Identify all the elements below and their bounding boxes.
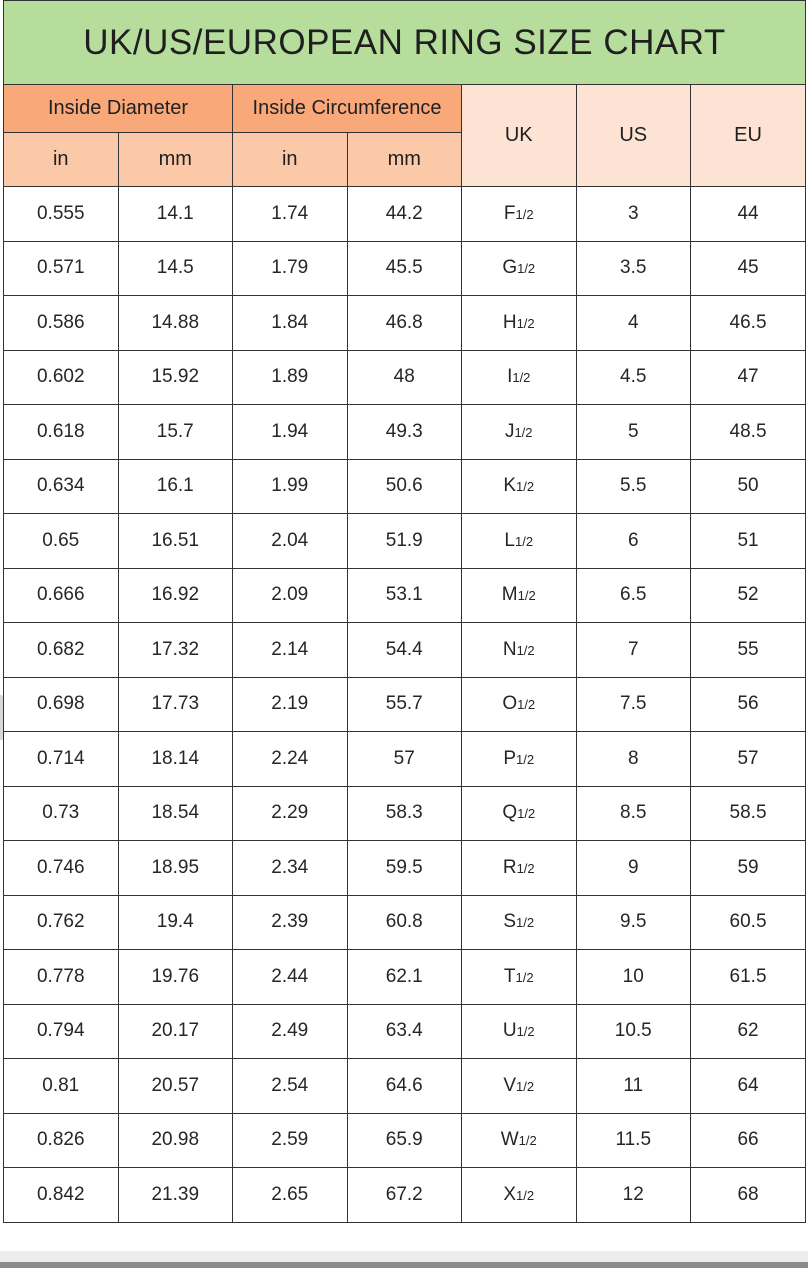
uk-size-fraction: 1/2: [517, 588, 536, 604]
bottom-scrollbar-area: [0, 1251, 808, 1268]
uk-size-cell: [462, 732, 577, 787]
table-row: [4, 1113, 806, 1168]
header-us: US: [576, 85, 691, 187]
circumference-mm-cell: 53.1: [347, 568, 462, 623]
circumference-in-cell: 1.99: [233, 459, 348, 514]
uk-size-cell: [462, 187, 577, 242]
uk-size-letter: N: [502, 638, 517, 660]
eu-size-cell: 47: [691, 350, 806, 405]
uk-size-letter: H: [502, 311, 517, 333]
diameter-in-cell: 0.65: [4, 514, 119, 569]
ring-size-table: [3, 0, 806, 1223]
uk-size-fraction: 1/2: [516, 1024, 535, 1040]
circumference-mm-cell: 57: [347, 732, 462, 787]
diameter-mm-cell: 20.98: [118, 1113, 233, 1168]
us-size-cell: 10.5: [576, 1004, 691, 1059]
uk-size-cell: [462, 350, 577, 405]
table-row: [4, 187, 806, 242]
header-diameter-mm: mm: [118, 133, 233, 187]
header-circumference-in: in: [233, 133, 348, 187]
us-size-cell: 9: [576, 841, 691, 896]
uk-size-letter: X: [503, 1183, 517, 1205]
uk-size-cell: [462, 241, 577, 296]
us-size-cell: 4.5: [576, 350, 691, 405]
diameter-in-cell: 0.666: [4, 568, 119, 623]
diameter-mm-cell: 19.4: [118, 895, 233, 950]
uk-size-fraction: 1/2: [515, 969, 534, 985]
table-row: [4, 677, 806, 732]
eu-size-cell: 48.5: [691, 405, 806, 460]
uk-size-letter: K: [503, 475, 517, 497]
circumference-in-cell: 2.04: [233, 514, 348, 569]
table-row: [4, 732, 806, 787]
uk-size-letter: V: [503, 1074, 517, 1096]
uk-size-letter: R: [502, 856, 517, 878]
diameter-mm-cell: 14.1: [118, 187, 233, 242]
diameter-mm-cell: 15.92: [118, 350, 233, 405]
us-size-cell: 9.5: [576, 895, 691, 950]
circumference-mm-cell: 49.3: [347, 405, 462, 460]
eu-size-cell: 57: [691, 732, 806, 787]
uk-size-fraction: 1/2: [516, 315, 535, 331]
header-group-row: [4, 85, 806, 133]
uk-size-fraction: 1/2: [517, 697, 536, 713]
table-row: [4, 459, 806, 514]
eu-size-cell: 60.5: [691, 895, 806, 950]
diameter-mm-cell: 15.7: [118, 405, 233, 460]
uk-size-letter: G: [502, 257, 518, 279]
uk-size-fraction: 1/2: [516, 479, 535, 495]
us-size-cell: 7: [576, 623, 691, 678]
circumference-in-cell: 2.29: [233, 786, 348, 841]
us-size-cell: 6.5: [576, 568, 691, 623]
uk-size-fraction: 1/2: [515, 206, 534, 222]
diameter-mm-cell: 20.57: [118, 1059, 233, 1114]
circumference-mm-cell: 55.7: [347, 677, 462, 732]
circumference-mm-cell: 51.9: [347, 514, 462, 569]
diameter-mm-cell: 19.76: [118, 950, 233, 1005]
uk-size-fraction: 1/2: [516, 1078, 535, 1094]
eu-size-cell: 46.5: [691, 296, 806, 351]
table-row: [4, 405, 806, 460]
eu-size-cell: 50: [691, 459, 806, 514]
circumference-in-cell: 1.94: [233, 405, 348, 460]
uk-size-cell: [462, 1004, 577, 1059]
circumference-in-cell: 2.44: [233, 950, 348, 1005]
circumference-mm-cell: 44.2: [347, 187, 462, 242]
us-size-cell: 12: [576, 1168, 691, 1223]
uk-size-cell: [462, 514, 577, 569]
diameter-mm-cell: 14.88: [118, 296, 233, 351]
table-row: [4, 350, 806, 405]
uk-size-fraction: 1/2: [516, 751, 535, 767]
circumference-in-cell: 1.79: [233, 241, 348, 296]
eu-size-cell: 56: [691, 677, 806, 732]
circumference-in-cell: 2.34: [233, 841, 348, 896]
uk-size-fraction: 1/2: [514, 424, 533, 440]
circumference-in-cell: 2.39: [233, 895, 348, 950]
uk-size-cell: [462, 1168, 577, 1223]
uk-size-letter: T: [503, 965, 516, 987]
header-eu: EU: [691, 85, 806, 187]
uk-size-letter: F: [503, 202, 516, 224]
header-diameter-in: in: [4, 133, 119, 187]
diameter-mm-cell: 16.1: [118, 459, 233, 514]
uk-size-cell: [462, 786, 577, 841]
circumference-mm-cell: 63.4: [347, 1004, 462, 1059]
chart-title: UK/US/EUROPEAN RING SIZE CHART: [4, 1, 806, 85]
diameter-mm-cell: 21.39: [118, 1168, 233, 1223]
uk-size-cell: [462, 459, 577, 514]
diameter-in-cell: 0.778: [4, 950, 119, 1005]
circumference-mm-cell: 58.3: [347, 786, 462, 841]
circumference-mm-cell: 64.6: [347, 1059, 462, 1114]
diameter-in-cell: 0.682: [4, 623, 119, 678]
eu-size-cell: 44: [691, 187, 806, 242]
circumference-mm-cell: 45.5: [347, 241, 462, 296]
diameter-mm-cell: 18.54: [118, 786, 233, 841]
circumference-mm-cell: 54.4: [347, 623, 462, 678]
uk-size-cell: [462, 568, 577, 623]
uk-size-letter: J: [504, 420, 515, 442]
us-size-cell: 3: [576, 187, 691, 242]
uk-size-cell: [462, 1113, 577, 1168]
diameter-in-cell: 0.73: [4, 786, 119, 841]
diameter-mm-cell: 18.14: [118, 732, 233, 787]
circumference-mm-cell: 62.1: [347, 950, 462, 1005]
uk-size-fraction: 1/2: [515, 533, 534, 549]
eu-size-cell: 51: [691, 514, 806, 569]
diameter-in-cell: 0.698: [4, 677, 119, 732]
table-row: [4, 514, 806, 569]
eu-size-cell: 66: [691, 1113, 806, 1168]
circumference-in-cell: 2.65: [233, 1168, 348, 1223]
circumference-in-cell: 2.09: [233, 568, 348, 623]
uk-size-letter: M: [501, 584, 518, 606]
circumference-in-cell: 1.84: [233, 296, 348, 351]
table-row: [4, 1059, 806, 1114]
circumference-in-cell: 2.59: [233, 1113, 348, 1168]
uk-size-cell: [462, 405, 577, 460]
us-size-cell: 5: [576, 405, 691, 460]
uk-size-fraction: 1/2: [516, 642, 535, 658]
uk-size-fraction: 1/2: [512, 370, 531, 386]
eu-size-cell: 62: [691, 1004, 806, 1059]
diameter-in-cell: 0.826: [4, 1113, 119, 1168]
diameter-in-cell: 0.746: [4, 841, 119, 896]
diameter-in-cell: 0.571: [4, 241, 119, 296]
uk-size-letter: I: [507, 366, 513, 388]
us-size-cell: 8.5: [576, 786, 691, 841]
uk-size-letter: U: [502, 1020, 517, 1042]
eu-size-cell: 45: [691, 241, 806, 296]
circumference-in-cell: 2.19: [233, 677, 348, 732]
us-size-cell: 11.5: [576, 1113, 691, 1168]
us-size-cell: 3.5: [576, 241, 691, 296]
us-size-cell: 4: [576, 296, 691, 351]
uk-size-fraction: 1/2: [517, 261, 536, 277]
uk-size-fraction: 1/2: [516, 1187, 535, 1203]
table-row: [4, 841, 806, 896]
uk-size-cell: [462, 841, 577, 896]
eu-size-cell: 59: [691, 841, 806, 896]
circumference-mm-cell: 46.8: [347, 296, 462, 351]
header-circumference-mm: mm: [347, 133, 462, 187]
uk-size-cell: [462, 950, 577, 1005]
table-row: [4, 786, 806, 841]
uk-size-letter: W: [500, 1129, 519, 1151]
eu-size-cell: 52: [691, 568, 806, 623]
diameter-mm-cell: 17.73: [118, 677, 233, 732]
diameter-mm-cell: 16.92: [118, 568, 233, 623]
diameter-in-cell: 0.842: [4, 1168, 119, 1223]
circumference-mm-cell: 48: [347, 350, 462, 405]
us-size-cell: 11: [576, 1059, 691, 1114]
diameter-in-cell: 0.81: [4, 1059, 119, 1114]
us-size-cell: 6: [576, 514, 691, 569]
circumference-in-cell: 2.49: [233, 1004, 348, 1059]
us-size-cell: 8: [576, 732, 691, 787]
circumference-in-cell: 2.54: [233, 1059, 348, 1114]
us-size-cell: 5.5: [576, 459, 691, 514]
circumference-mm-cell: 59.5: [347, 841, 462, 896]
table-row: [4, 1168, 806, 1223]
header-uk: UK: [462, 85, 577, 187]
header-inside-circumference: Inside Circumference: [233, 85, 462, 133]
circumference-in-cell: 2.24: [233, 732, 348, 787]
diameter-in-cell: 0.714: [4, 732, 119, 787]
circumference-mm-cell: 65.9: [347, 1113, 462, 1168]
title-row: [4, 1, 806, 85]
uk-size-cell: [462, 1059, 577, 1114]
uk-size-cell: [462, 677, 577, 732]
table-row: [4, 568, 806, 623]
bottom-strip: [0, 1262, 808, 1268]
uk-size-cell: [462, 296, 577, 351]
circumference-in-cell: 1.74: [233, 187, 348, 242]
us-size-cell: 7.5: [576, 677, 691, 732]
circumference-mm-cell: 50.6: [347, 459, 462, 514]
circumference-in-cell: 1.89: [233, 350, 348, 405]
diameter-in-cell: 0.555: [4, 187, 119, 242]
us-size-cell: 10: [576, 950, 691, 1005]
table-row: [4, 895, 806, 950]
table-row: [4, 1004, 806, 1059]
diameter-mm-cell: 16.51: [118, 514, 233, 569]
table-row: [4, 296, 806, 351]
table-row: [4, 241, 806, 296]
uk-size-letter: P: [503, 747, 517, 769]
uk-size-cell: [462, 895, 577, 950]
uk-size-fraction: 1/2: [517, 806, 536, 822]
circumference-mm-cell: 60.8: [347, 895, 462, 950]
uk-size-cell: [462, 623, 577, 678]
circumference-mm-cell: 67.2: [347, 1168, 462, 1223]
eu-size-cell: 58.5: [691, 786, 806, 841]
uk-size-letter: L: [504, 529, 515, 551]
table-row: [4, 623, 806, 678]
eu-size-cell: 64: [691, 1059, 806, 1114]
diameter-in-cell: 0.586: [4, 296, 119, 351]
diameter-in-cell: 0.762: [4, 895, 119, 950]
uk-size-letter: S: [503, 911, 517, 933]
uk-size-fraction: 1/2: [516, 915, 535, 931]
table-row: [4, 950, 806, 1005]
diameter-mm-cell: 14.5: [118, 241, 233, 296]
diameter-in-cell: 0.618: [4, 405, 119, 460]
uk-size-letter: O: [502, 693, 518, 715]
eu-size-cell: 61.5: [691, 950, 806, 1005]
eu-size-cell: 55: [691, 623, 806, 678]
diameter-in-cell: 0.794: [4, 1004, 119, 1059]
circumference-in-cell: 2.14: [233, 623, 348, 678]
diameter-mm-cell: 17.32: [118, 623, 233, 678]
uk-size-fraction: 1/2: [518, 1133, 537, 1149]
eu-size-cell: 68: [691, 1168, 806, 1223]
diameter-in-cell: 0.634: [4, 459, 119, 514]
diameter-mm-cell: 20.17: [118, 1004, 233, 1059]
uk-size-fraction: 1/2: [516, 860, 535, 876]
diameter-in-cell: 0.602: [4, 350, 119, 405]
header-inside-diameter: Inside Diameter: [4, 85, 233, 133]
diameter-mm-cell: 18.95: [118, 841, 233, 896]
uk-size-letter: Q: [502, 802, 518, 824]
